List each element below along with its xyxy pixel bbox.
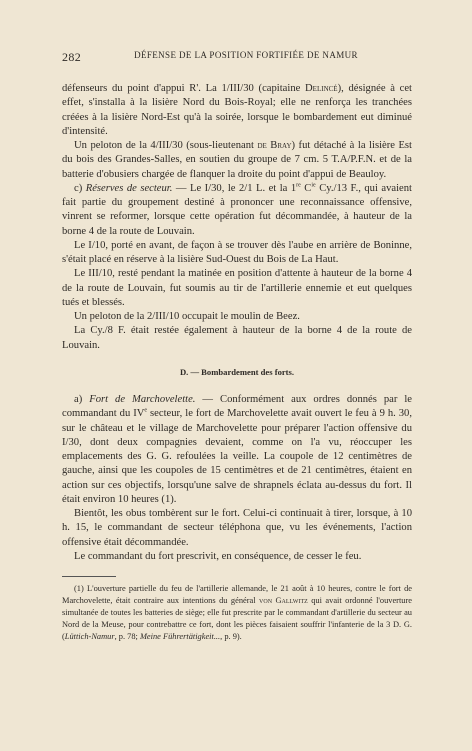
footnote: (1) L'ouverture partielle du feu de l'artillerie allemande, le 21 août à 10 heures, contre le fort de Marchovelette, était contraire aux intentions du général von Gallwitz qui avait ordonné l'ouverture simultanée de toutes les batteries de siège; elle fut prescrite par le commandant d'artillerie du secteur au Nord de la Meuse, pour contrebattre ce fort, dont les pièces faisaient souffrir l'infanterie de la 3 D. G. (Lüttich-Namur, p. 78; Meine Führertätigkeit..., p. 9). xyxy=(62,584,412,641)
paragraph: Un peloton de la 2/III/10 occupait le moulin de Beez. xyxy=(74,311,300,322)
paragraph: Bientôt, les obus tombèrent sur le fort. Celui-ci continuait à tirer, lorsque, à 10 h. 15, le commandant de secteur téléphona que, vu les événements, l'action offensive était décommandée. xyxy=(62,508,412,548)
paragraph: Le I/10, porté en avant, de façon à se trouver dès l'aube en arrière de Boninne, s'était placé en réserve à la lisière Sud-Ouest du Bois de La Haut. xyxy=(62,239,412,265)
paragraph: c) Réserves de secteur. — Le I/30, le 2/1 L. et la 1re $C^{ie}$ Cy./13 F., qui avaient fait partie du groupement destiné à prononcer une reconnaissance offensive, vinrent se reformer, lorsque cette opération fut décommandée, à hauteur de la borne 4 de la route de Louvain. xyxy=(62,182,412,237)
paragraph: La Cy./8 F. était restée également à hauteur de la borne 4 de la route de Louvain. xyxy=(62,325,412,351)
paragraph: défenseurs du point d'appui R'. La 1/III/30 (capitaine Delincé), désignée à cet effet, s'installa à la lisière Nord du Bois-Royal; elle ne renforça les tranchées créées à la lisière Nord-Est qu'à la soirée, lorsque le bombardement eut diminué d'intensité. xyxy=(62,83,413,137)
paragraph: Un peloton de la 4/III/30 (sous-lieutenant de Bray) fut détaché à la lisière Est du bois des Grandes-Salles, en soutien du groupe de 7 cm. 5 T.A/P.F.N. et de la batterie d'obusiers chargée de flanquer la droite du point d'appui de Beauloy. xyxy=(62,140,412,180)
running-title: DÉFENSE DE LA POSITION FORTIFIÉE DE NAMUR xyxy=(134,50,358,60)
page-body xyxy=(62,82,412,643)
footnote-divider xyxy=(62,576,116,577)
page-header xyxy=(62,50,410,64)
paragraph: Le III/10, resté pendant la matinée en position d'attente à hauteur de la borne 4 de la route de Louvain, fut soumis au tir de l'artillerie ennemie et eut quelques tués et blessés. xyxy=(62,268,412,308)
section-heading: D. — Bombardement des forts. xyxy=(179,366,295,377)
paragraph: a) Fort de Marchovelette. — Conformément aux ordres donnés par le commandant du IVe secteur, le fort de Marchovelette avait ouvert le feu à 9 h. 30, sur le château et le village de Marchovelette pour préparer l'action offensive du I/30, dont deux compagnies devaient, comme on l'a vu, réoccuper les emplacements des G. G. refoulées la veille. La coupole de 12 centimètres de gauche, ainsi que les coupoles de 15 centimètres et de 21 centimètres, étaient en action sur ces objectifs, lorsqu'une salve de shrapnels éclata au-dessus du fort. Il était environ 10 heures (1). xyxy=(62,394,412,505)
page-number: 282 xyxy=(62,50,82,64)
paragraph: Le commandant du fort prescrivit, en conséquence, de cesser le feu. xyxy=(74,550,362,562)
